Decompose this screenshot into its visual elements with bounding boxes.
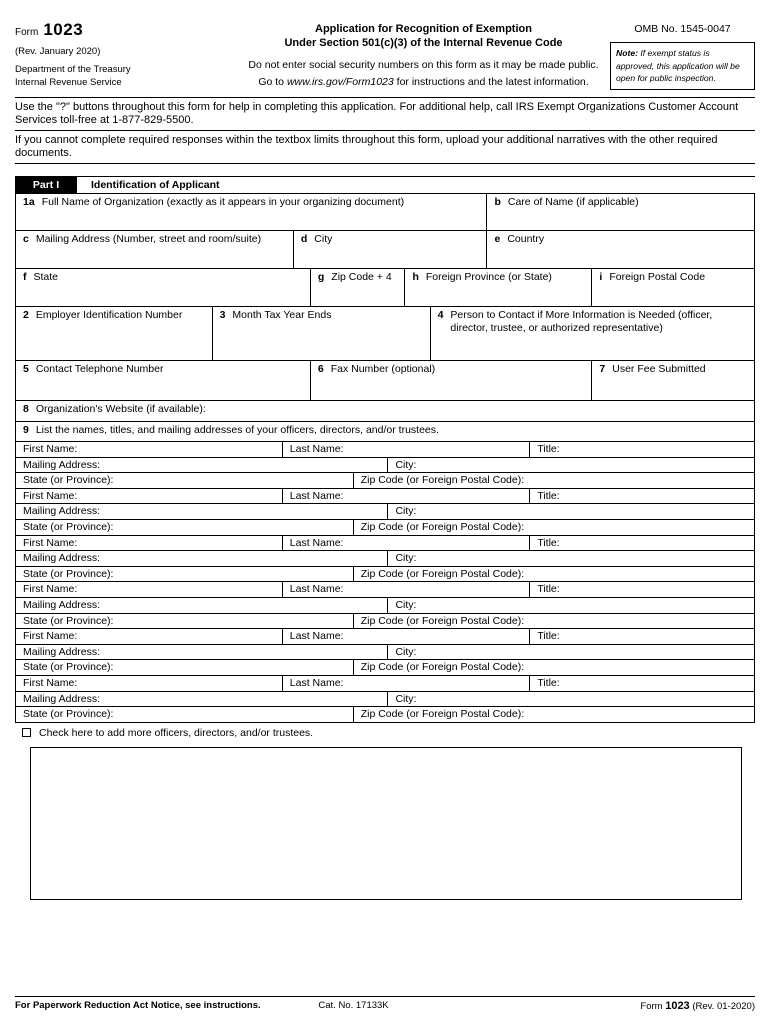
officer-address-row (16, 458, 755, 474)
officer-address-row (16, 645, 755, 661)
first-name-label: First Name: (23, 676, 78, 689)
officer-last-name-field[interactable] (283, 489, 531, 505)
city-label: City: (395, 505, 417, 518)
user-fee-label: User Fee Submitted (612, 363, 706, 375)
officer-mailing-address-field[interactable] (16, 692, 388, 708)
last-name-label: Last Name: (289, 489, 344, 502)
officer-title-field[interactable] (530, 442, 755, 458)
first-name-label: First Name: (23, 630, 78, 643)
title-label: Title: (537, 583, 560, 596)
officer-mailing-address-field[interactable] (16, 504, 388, 520)
zip-label: Zip Code (or Foreign Postal Code): (360, 567, 525, 580)
officer-name-row (16, 442, 755, 458)
omb-block (610, 20, 755, 93)
zip-label: Zip Code (or Foreign Postal Code): (360, 661, 525, 674)
officer-title-field[interactable] (530, 582, 755, 598)
catalog-number: Cat. No. 17133K (318, 1000, 389, 1011)
form-number: 1023 (43, 20, 84, 39)
officer-state-field[interactable] (16, 473, 354, 489)
ssn-warning: Do not enter social security numbers on this form as it may be made public. (248, 59, 599, 71)
officer-city-field[interactable] (388, 458, 755, 474)
paperwork-reduction-notice: For Paperwork Reduction Act Notice, see instructions. (15, 1000, 261, 1011)
footer-form-id (640, 1000, 755, 1012)
officer-zip-field[interactable] (354, 660, 755, 676)
page-footer (15, 996, 755, 1011)
ein-label: Employer Identification Number (35, 309, 183, 321)
officer-state-field[interactable] (16, 520, 354, 536)
officer-first-name-field[interactable] (16, 676, 283, 692)
help-paragraph-2: If you cannot complete required responses within the textbox limits throughout this form, upload your additional narratives with the other required documents. (15, 131, 755, 164)
officer-mailing-address-field[interactable] (16, 458, 388, 474)
officer-title-field[interactable] (530, 629, 755, 645)
note-text: If exempt status is approved, this application will be open for public inspection. (616, 48, 740, 83)
form-revision: (Rev. January 2020) (15, 46, 101, 57)
officer-city-field[interactable] (388, 551, 755, 567)
website-field[interactable] (16, 401, 755, 422)
agency-block (15, 64, 237, 89)
fax-number-field[interactable] (311, 361, 593, 401)
officer-city-field[interactable] (388, 598, 755, 614)
officer-name-row (16, 582, 755, 598)
last-name-label: Last Name: (289, 630, 344, 643)
form-header (15, 20, 755, 98)
officer-name-row (16, 676, 755, 692)
tax-year-month-field[interactable] (213, 307, 431, 361)
item-number: 2 (23, 309, 29, 321)
mailing-address-label: Mailing Address: (23, 458, 101, 471)
row-234 (16, 307, 755, 361)
officer-title-field[interactable] (530, 676, 755, 692)
website-label: Organization's Website (if available): (35, 403, 206, 415)
row-9 (16, 422, 755, 442)
state-label: State (or Province): (23, 474, 114, 487)
item-number: b (494, 196, 501, 208)
city-label: City: (395, 692, 417, 705)
item-number: 1a (23, 196, 35, 208)
title-label: Title: (537, 443, 560, 455)
row-567 (16, 361, 755, 401)
care-of-name-field[interactable] (487, 194, 755, 231)
help-paragraph-1: Use the "?" buttons throughout this form for help in completing this application. For additional help, call IRS Exempt Organizations Customer Account Services toll-free at 1-877-829-5500. (15, 98, 755, 131)
last-name-label: Last Name: (289, 536, 344, 549)
officer-city-field[interactable] (388, 692, 755, 708)
form-title-line2: Under Section 501(c)(3) of the Internal Revenue Code (284, 37, 563, 49)
omb-number: OMB No. 1545-0047 (634, 23, 731, 35)
item-number: i (599, 271, 603, 283)
footer-form-revision: (Rev. 01-2020) (692, 1001, 755, 1012)
item-number: g (317, 271, 325, 283)
first-name-label: First Name: (23, 583, 78, 596)
form-number-line (15, 20, 237, 40)
officer-last-name-field[interactable] (283, 676, 531, 692)
mailing-address-label: Mailing Address: (23, 552, 101, 565)
zip-code-label: Zip Code + 4 (331, 271, 392, 283)
tax-year-month-label: Month Tax Year Ends (232, 309, 332, 321)
officer-state-zip-row (16, 614, 755, 630)
footer-form-word: Form (640, 1001, 663, 1012)
officer-list (16, 442, 755, 723)
officers-instruction-row (16, 422, 755, 442)
part1-label: Part I (15, 177, 77, 193)
foreign-postal-code-label: Foreign Postal Code (609, 271, 706, 283)
officer-last-name-field[interactable] (283, 442, 531, 458)
item-number: h (412, 271, 419, 283)
title-label: Title: (537, 630, 560, 643)
state-label: State (or Province): (23, 661, 114, 674)
full-name-field[interactable] (16, 194, 487, 231)
officer-last-name-field[interactable] (283, 536, 531, 552)
contact-person-field[interactable] (431, 307, 755, 361)
foreign-postal-code-field[interactable] (592, 269, 755, 307)
care-of-name-label: Care of Name (if applicable) (507, 196, 639, 208)
add-more-checkbox[interactable] (22, 728, 31, 737)
country-field[interactable] (487, 231, 755, 269)
row-fghi (16, 269, 755, 307)
contact-person-label: Person to Contact if More Information is Needed (officer, director, trustee, or authorized representative) (450, 309, 713, 334)
officer-last-name-field[interactable] (283, 629, 531, 645)
state-label: State (or Province): (23, 520, 114, 533)
contact-phone-field[interactable] (16, 361, 311, 401)
city-field[interactable] (294, 231, 488, 269)
zip-code-field[interactable] (311, 269, 406, 307)
instructions-link-line (247, 76, 600, 88)
officer-mailing-address-field[interactable] (16, 551, 388, 567)
dept-treasury-label: Department of the Treasury (15, 64, 131, 75)
officer-state-zip-row (16, 520, 755, 536)
part1-grid (15, 193, 755, 723)
mailing-address-label: Mailing Address: (23, 645, 101, 658)
officer-city-field[interactable] (388, 504, 755, 520)
officer-zip-field[interactable] (354, 567, 755, 583)
title-label: Title: (537, 489, 560, 502)
officer-address-row (16, 551, 755, 567)
city-label: City: (395, 552, 417, 565)
first-name-label: First Name: (23, 489, 78, 502)
row-8 (16, 401, 755, 422)
officer-mailing-address-field[interactable] (16, 645, 388, 661)
state-label: State (33, 271, 59, 283)
officer-zip-field[interactable] (354, 473, 755, 489)
item-number: 6 (317, 363, 324, 375)
title-label: Title: (537, 676, 560, 689)
mailing-address-label: Mailing Address: (23, 505, 101, 518)
mailing-address-label: Mailing Address: (23, 692, 101, 705)
form-identity-block (15, 20, 237, 93)
add-more-officers-row (15, 723, 755, 743)
officers-instruction-label: List the names, titles, and mailing addresses of your officers, directors, and/or trustees. (35, 424, 439, 436)
row-1 (16, 194, 755, 231)
state-field[interactable] (16, 269, 311, 307)
row-cde (16, 231, 755, 269)
additional-officers-textbox[interactable] (30, 747, 742, 900)
officer-zip-field[interactable] (354, 707, 755, 723)
state-label: State (or Province): (23, 708, 114, 721)
officer-first-name-field[interactable] (16, 489, 283, 505)
title-label: Title: (537, 536, 560, 549)
officer-state-zip-row (16, 567, 755, 583)
city-label: City: (395, 598, 417, 611)
officer-last-name-field[interactable] (283, 582, 531, 598)
item-number: e (494, 233, 501, 245)
form-title-block (237, 20, 610, 93)
mailing-address-label: Mailing Address: (23, 598, 101, 611)
state-label: State (or Province): (23, 567, 114, 580)
officer-first-name-field[interactable] (16, 582, 283, 598)
part1-header (15, 176, 755, 193)
officer-zip-field[interactable] (354, 614, 755, 630)
mailing-address-field[interactable] (16, 231, 294, 269)
foreign-province-label: Foreign Province (or State) (425, 271, 552, 283)
item-number: 3 (219, 309, 226, 321)
officer-mailing-address-field[interactable] (16, 598, 388, 614)
item-number: 4 (437, 309, 444, 321)
item-number: f (23, 271, 27, 283)
officer-first-name-field[interactable] (16, 629, 283, 645)
officer-address-row (16, 692, 755, 708)
contact-phone-label: Contact Telephone Number (35, 363, 164, 375)
goto-prefix: Go to (258, 76, 287, 88)
last-name-label: Last Name: (289, 676, 344, 689)
city-label: City (314, 233, 333, 245)
part1-title: Identification of Applicant (91, 179, 220, 191)
note-label: Note: (616, 48, 638, 58)
zip-label: Zip Code (or Foreign Postal Code): (360, 708, 525, 721)
zip-label: Zip Code (or Foreign Postal Code): (360, 474, 525, 487)
country-label: Country (507, 233, 545, 245)
officer-name-row (16, 629, 755, 645)
goto-suffix: for instructions and the latest information. (393, 76, 589, 88)
officer-title-field[interactable] (530, 489, 755, 505)
officer-state-field[interactable] (16, 567, 354, 583)
form-word: Form (15, 27, 39, 38)
officer-name-row (16, 536, 755, 552)
irs-label: Internal Revenue Service (15, 76, 122, 88)
city-label: City: (395, 645, 417, 658)
ein-field[interactable] (16, 307, 213, 361)
officer-name-row (16, 489, 755, 505)
add-more-label: Check here to add more officers, directors, and/or trustees. (39, 726, 314, 739)
officer-state-field[interactable] (16, 660, 354, 676)
city-label: City: (395, 458, 417, 471)
fax-number-label: Fax Number (optional) (330, 363, 436, 375)
officer-address-row (16, 504, 755, 520)
item-number: 9 (23, 424, 29, 436)
irs-url: www.irs.gov/Form1023 (286, 76, 394, 88)
officer-first-name-field[interactable] (16, 442, 283, 458)
form-title-line1: Application for Recognition of Exemption (315, 23, 532, 35)
officer-title-field[interactable] (530, 536, 755, 552)
officer-state-zip-row (16, 660, 755, 676)
public-inspection-note (610, 42, 755, 90)
mailing-address-label: Mailing Address (Number, street and room/suite) (35, 233, 262, 245)
officer-first-name-field[interactable] (16, 536, 283, 552)
state-label: State (or Province): (23, 614, 114, 627)
user-fee-field[interactable] (592, 361, 755, 401)
first-name-label: First Name: (23, 443, 78, 455)
item-number: d (300, 233, 308, 245)
officer-address-row (16, 598, 755, 614)
officer-zip-field[interactable] (354, 520, 755, 536)
last-name-label: Last Name: (289, 443, 344, 455)
item-number: 7 (599, 363, 606, 375)
full-name-label: Full Name of Organization (exactly as it appears in your organizing document) (41, 196, 405, 208)
footer-form-number: 1023 (665, 1000, 690, 1012)
officer-state-field[interactable] (16, 614, 354, 630)
officer-state-zip-row (16, 707, 755, 723)
zip-label: Zip Code (or Foreign Postal Code): (360, 520, 525, 533)
first-name-label: First Name: (23, 536, 78, 549)
item-number: 5 (23, 363, 29, 375)
officer-city-field[interactable] (388, 645, 755, 661)
foreign-province-field[interactable] (405, 269, 592, 307)
officer-state-field[interactable] (16, 707, 354, 723)
officer-state-zip-row (16, 473, 755, 489)
item-number: 8 (23, 403, 29, 415)
zip-label: Zip Code (or Foreign Postal Code): (360, 614, 525, 627)
item-number: c (23, 233, 29, 245)
last-name-label: Last Name: (289, 583, 344, 596)
